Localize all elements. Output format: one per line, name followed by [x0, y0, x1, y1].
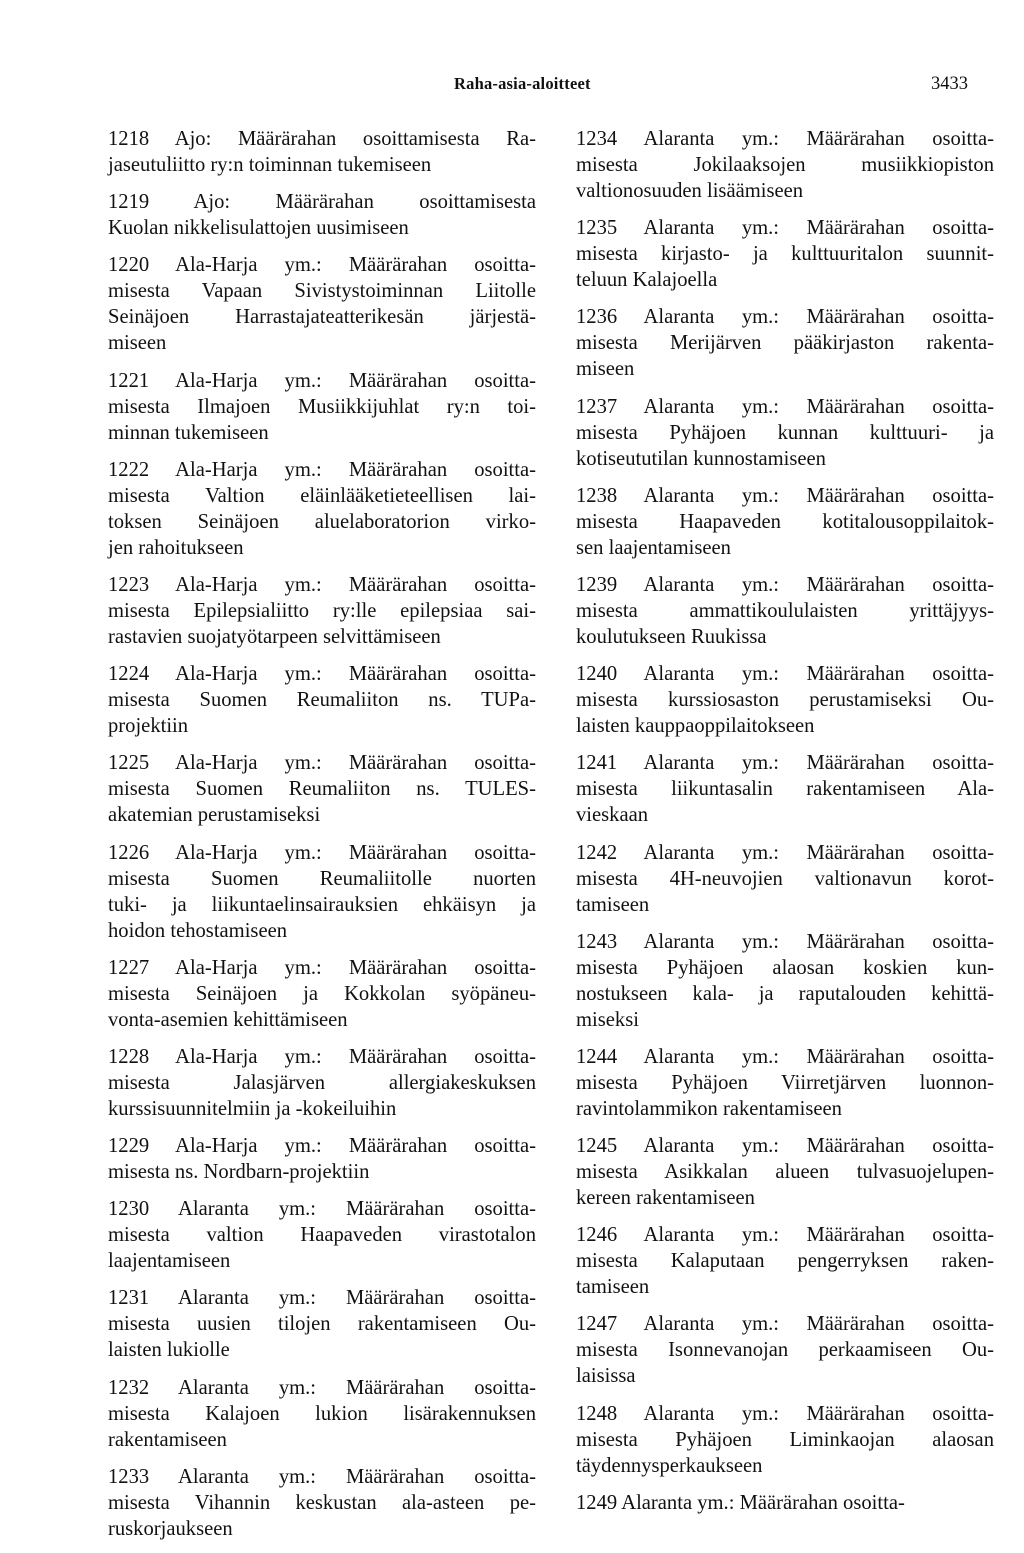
- motion-entry: [108, 840, 536, 944]
- entry-line: tamiseen: [576, 893, 650, 916]
- entry-line: 1232 Alaranta ym.: Määrärahan osoitta-: [108, 1376, 536, 1399]
- page-number: 3433: [931, 74, 968, 94]
- entry-line: projektiin: [108, 715, 189, 738]
- entry-line: 1249 Alaranta ym.: Määrärahan osoitta-: [576, 1491, 905, 1514]
- entry-line: misesta Kalaputaan pengerryksen raken-: [576, 1250, 994, 1273]
- entry-line: 1241 Alaranta ym.: Määrärahan osoitta-: [576, 752, 994, 775]
- entry-line: 1231 Alaranta ym.: Määrärahan osoitta-: [108, 1287, 536, 1310]
- entry-line: misesta Jalasjärven allergiakeskuksen: [108, 1071, 536, 1094]
- entry-line: misesta Pyhäjoen kunnan kulttuuri- ja: [576, 421, 994, 444]
- motion-entry: [576, 483, 994, 561]
- page-header: [0, 74, 1024, 104]
- entry-line: miseen: [108, 332, 167, 355]
- motion-entry: [576, 661, 994, 739]
- motion-entry: [576, 572, 994, 650]
- motion-entry: [108, 1375, 536, 1453]
- entry-line: tuki- ja liikuntaelinsairauksien ehkäisyn ja: [108, 893, 536, 916]
- entry-line: ravintolammikon rakentamiseen: [576, 1097, 842, 1120]
- motion-entry: [576, 1222, 994, 1300]
- entry-line: miseksi: [576, 1008, 639, 1031]
- entry-line: misesta Seinäjoen ja Kokkolan syöpäneu-: [108, 982, 536, 1005]
- entry-line: misesta Valtion eläinlääketieteellisen lai-: [108, 484, 536, 507]
- motion-entry: [576, 1490, 994, 1516]
- left-column: [108, 126, 536, 1553]
- entry-line: 1235 Alaranta ym.: Määrärahan osoitta-: [576, 217, 994, 240]
- entry-line: toksen Seinäjoen aluelaboratorion virko-: [108, 510, 536, 533]
- entry-line: laajentamiseen: [108, 1250, 231, 1273]
- motion-entry: [576, 394, 994, 472]
- entry-line: misesta ammattikoululaisten yrittäjyys-: [576, 599, 994, 622]
- entry-line: 1245 Alaranta ym.: Määrärahan osoitta-: [576, 1135, 994, 1158]
- motion-entry: [108, 1133, 536, 1185]
- entry-line: kotiseututilan kunnostamiseen: [576, 447, 826, 470]
- entry-line: tamiseen: [576, 1276, 650, 1299]
- entry-line: misesta Suomen Reumaliiton ns. TUPa-: [108, 689, 536, 712]
- entry-line: 1234 Alaranta ym.: Määrärahan osoitta-: [576, 128, 994, 150]
- entry-line: 1247 Alaranta ym.: Määrärahan osoitta-: [576, 1313, 994, 1336]
- motion-entry: [108, 126, 536, 178]
- entry-line: misesta valtion Haapaveden virastotalon: [108, 1224, 536, 1247]
- entry-line: 1237 Alaranta ym.: Määrärahan osoitta-: [576, 395, 994, 418]
- entry-line: misesta Jokilaaksojen musiikkiopiston: [576, 154, 994, 176]
- motion-entry: [108, 572, 536, 650]
- entry-line: misesta ns. Nordbarn-projektiin: [108, 1161, 370, 1184]
- entry-line: 1223 Ala-Harja ym.: Määrärahan osoitta-: [108, 573, 536, 596]
- motion-entry: [108, 1464, 536, 1542]
- motion-entry: [108, 1285, 536, 1363]
- motion-entry: [108, 252, 536, 356]
- entry-line: akatemian perustamiseksi: [108, 804, 321, 827]
- motion-entry: [576, 929, 994, 1033]
- entry-line: 1230 Alaranta ym.: Määrärahan osoitta-: [108, 1198, 536, 1221]
- entry-line: laisten lukiolle: [108, 1339, 230, 1362]
- entry-line: miseen: [576, 358, 635, 381]
- entry-line: 1221 Ala-Harja ym.: Määrärahan osoitta-: [108, 369, 536, 392]
- entry-line: misesta kurssiosaston perustamiseksi Ou-: [576, 689, 994, 712]
- entry-line: kurssisuunnitelmiin ja -kokeiluihin: [108, 1097, 397, 1120]
- motion-entry: [576, 304, 994, 382]
- motion-entry: [108, 457, 536, 561]
- entry-line: misesta 4H-neuvojien valtionavun korot-: [576, 867, 994, 890]
- entry-line: 1243 Alaranta ym.: Määrärahan osoitta-: [576, 930, 994, 953]
- entry-line: 1242 Alaranta ym.: Määrärahan osoitta-: [576, 841, 994, 864]
- entry-line: 1220 Ala-Harja ym.: Määrärahan osoitta-: [108, 254, 536, 277]
- motion-entry: [576, 840, 994, 918]
- entry-line: kereen rakentamiseen: [576, 1187, 755, 1210]
- entry-line: Seinäjoen Harrastajateatterikesän järjestä-: [108, 306, 536, 329]
- motion-entry: [108, 189, 536, 241]
- entry-line: teluun Kalajoella: [576, 269, 718, 292]
- entry-line: 1218 Ajo: Määrärahan osoittamisesta Ra-: [108, 128, 536, 150]
- entry-line: 1226 Ala-Harja ym.: Määrärahan osoitta-: [108, 841, 536, 864]
- entry-line: jaseutuliitto ry:n toiminnan tukemiseen: [108, 154, 432, 176]
- entry-line: rakentamiseen: [108, 1428, 227, 1451]
- entry-line: misesta Vapaan Sivistystoiminnan Liitolle: [108, 280, 536, 303]
- entry-line: misesta Merijärven pääkirjaston rakenta-: [576, 332, 994, 355]
- entry-line: misesta Haapaveden kotitalousoppilaitok-: [576, 510, 994, 533]
- entry-line: laisissa: [576, 1365, 636, 1388]
- motion-entry: [576, 1044, 994, 1122]
- entry-line: 1248 Alaranta ym.: Määrärahan osoitta-: [576, 1402, 994, 1425]
- entry-line: misesta Asikkalan alueen tulvasuojelupen-: [576, 1161, 994, 1184]
- entry-line: misesta Vihannin keskustan ala-asteen pe-: [108, 1491, 536, 1514]
- entry-line: misesta kirjasto- ja kulttuuritalon suunnit-: [576, 243, 994, 266]
- entry-line: 1246 Alaranta ym.: Määrärahan osoitta-: [576, 1224, 994, 1247]
- entry-line: 1240 Alaranta ym.: Määrärahan osoitta-: [576, 663, 994, 686]
- entry-line: misesta Pyhäjoen Liminkaojan alaosan: [576, 1428, 994, 1451]
- motion-entry: [108, 661, 536, 739]
- entry-line: minnan tukemiseen: [108, 421, 269, 444]
- motion-entry: [576, 215, 994, 293]
- entry-line: 1224 Ala-Harja ym.: Määrärahan osoitta-: [108, 663, 536, 686]
- motion-entry: [576, 1311, 994, 1389]
- right-column: [576, 126, 994, 1527]
- motion-entry: [108, 750, 536, 828]
- motion-entry: [576, 1133, 994, 1211]
- entry-line: misesta liikuntasalin rakentamiseen Ala-: [576, 778, 994, 801]
- entry-line: 1239 Alaranta ym.: Määrärahan osoitta-: [576, 573, 994, 596]
- entry-line: 1225 Ala-Harja ym.: Määrärahan osoitta-: [108, 752, 536, 775]
- entry-line: misesta Epilepsialiitto ry:lle epilepsiaa sai-: [108, 599, 536, 622]
- entry-line: 1227 Ala-Harja ym.: Määrärahan osoitta-: [108, 956, 536, 979]
- entry-line: vieskaan: [576, 804, 649, 827]
- entry-line: hoidon tehostamiseen: [108, 919, 288, 942]
- entry-line: 1244 Alaranta ym.: Määrärahan osoitta-: [576, 1045, 994, 1068]
- entry-line: valtionosuuden lisäämiseen: [576, 180, 804, 202]
- entry-line: jen rahoitukseen: [108, 536, 244, 559]
- entry-line: 1229 Ala-Harja ym.: Määrärahan osoitta-: [108, 1135, 536, 1158]
- entry-line: koulutukseen Ruukissa: [576, 625, 767, 648]
- entry-line: sen laajentamiseen: [576, 536, 731, 559]
- entry-line: misesta Isonnevanojan perkaamiseen Ou-: [576, 1339, 994, 1362]
- entry-line: misesta Ilmajoen Musiikkijuhlat ry:n toi-: [108, 395, 536, 418]
- motion-entry: [108, 1196, 536, 1274]
- motion-entry: [108, 368, 536, 446]
- entry-line: misesta Pyhäjoen Viirretjärven luonnon-: [576, 1071, 994, 1094]
- motion-entry: [108, 1044, 536, 1122]
- entry-line: 1228 Ala-Harja ym.: Määrärahan osoitta-: [108, 1045, 536, 1068]
- entry-line: rastavien suojatyötarpeen selvittämiseen: [108, 625, 441, 648]
- running-title: Raha-asia-aloitteet: [454, 74, 591, 93]
- motion-entry: [108, 955, 536, 1033]
- entry-line: nostukseen kala- ja raputalouden kehittä-: [576, 982, 994, 1005]
- entry-line: vonta-asemien kehittämiseen: [108, 1008, 348, 1031]
- entry-line: 1236 Alaranta ym.: Määrärahan osoitta-: [576, 306, 994, 329]
- entry-line: 1219 Ajo: Määrärahan osoittamisesta: [108, 191, 536, 214]
- entry-line: 1238 Alaranta ym.: Määrärahan osoitta-: [576, 484, 994, 507]
- entry-line: ruskorjaukseen: [108, 1517, 233, 1540]
- entry-line: misesta Suomen Reumaliitolle nuorten: [108, 867, 536, 890]
- entry-line: misesta Kalajoen lukion lisärakennuksen: [108, 1402, 536, 1425]
- entry-line: 1222 Ala-Harja ym.: Määrärahan osoitta-: [108, 458, 536, 481]
- entry-line: misesta Suomen Reumaliiton ns. TULES-: [108, 778, 536, 801]
- entry-line: misesta Pyhäjoen alaosan koskien kun-: [576, 956, 994, 979]
- motion-entry: [576, 1401, 994, 1479]
- motion-entry: [576, 126, 994, 204]
- entry-line: täydennysperkaukseen: [576, 1454, 763, 1477]
- motion-entry: [576, 750, 994, 828]
- entry-line: Kuolan nikkelisulattojen uusimiseen: [108, 217, 409, 240]
- entry-line: misesta uusien tilojen rakentamiseen Ou-: [108, 1313, 536, 1336]
- entry-line: laisten kauppaoppilaitokseen: [576, 715, 815, 738]
- entry-line: 1233 Alaranta ym.: Määrärahan osoitta-: [108, 1465, 536, 1488]
